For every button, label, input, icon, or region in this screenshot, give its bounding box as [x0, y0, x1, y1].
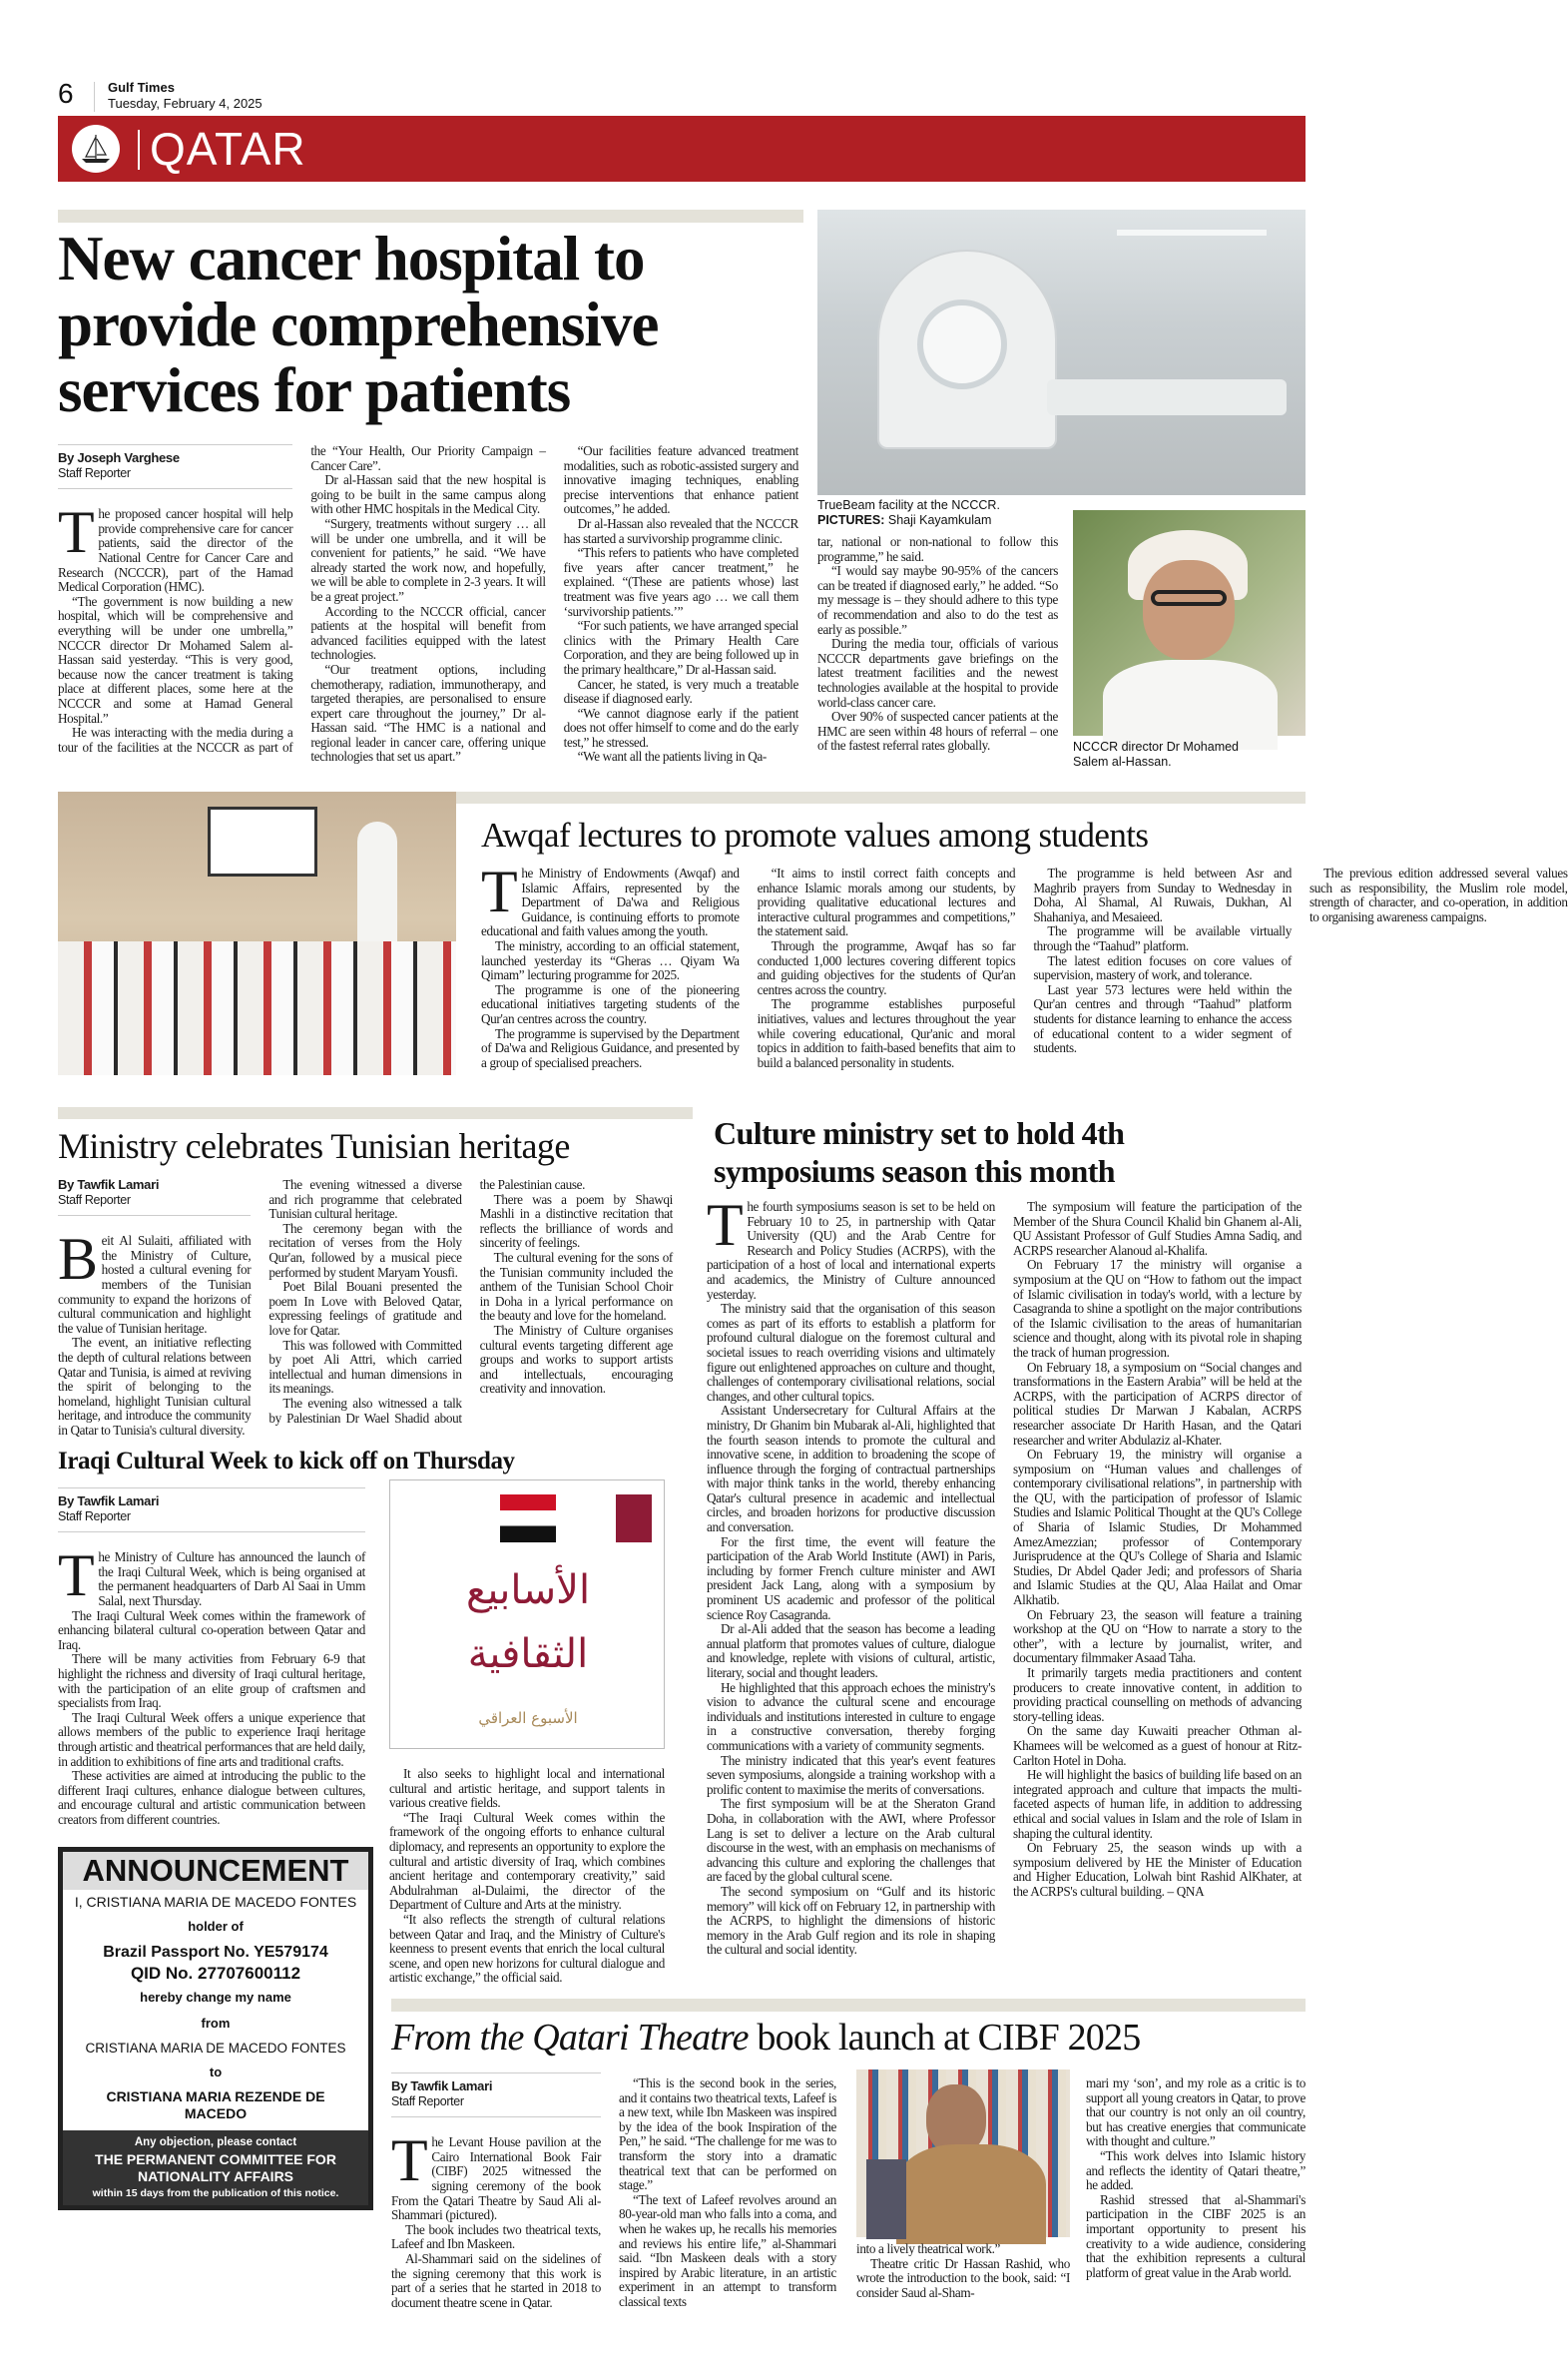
iraqi-body	[58, 1487, 365, 1837]
paragraph: “This work delves into Islamic history and reflects the identity of Qatari theatre,” he added.	[1086, 2147, 1306, 2193]
ad-qid: QID No. 27707600112	[130, 1964, 301, 1983]
paragraph: The programme is one of the pioneering educational initiatives targeting students of the Qur'an centres across the country.	[481, 981, 740, 1026]
cancer-body-continued	[817, 535, 1058, 773]
paragraph: The Iraqi Cultural Week comes within the framework of enhancing bilateral cultural co-operation between Qatar and Iraq.	[58, 1607, 365, 1652]
paragraph: Over 90% of suspected cancer patients at the HMC are seen within 48 hours of referral – one of the fastest referral rates globally.	[817, 709, 1058, 754]
byline	[391, 2072, 601, 2117]
credit-name: Shaji Kayamkulam	[887, 513, 992, 527]
paragraph: The previous edition addressed several values such as responsibility, the Muslim role model, strength of character, and co-operation, in addition to organising awareness campaigns.	[1308, 866, 1568, 924]
paragraph: On the same day Kuwaiti preacher Othman al-Khamees will be welcomed as a guest of honour at Ritz-Carlton Hotel in Doha.	[1013, 1723, 1302, 1768]
paragraph: He highlighted that this approach echoes the ministry's vision to advance the cultural scene and encourage individuals and institutions interested in culture to engage in a constructive conversation, thereby forging communications with a variety of community segments.	[707, 1679, 995, 1753]
ad-title: ANNOUNCEMENT	[63, 1852, 368, 1890]
paragraph: On February 18, a symposium on “Social changes and transformations in the Eastern Arabia” will be held at the ACRPS, with the participation of ACRPS director of political studies Dr Marwan J Kabalan, ACRPS researcher associate Dr Harith Hasan, and the Qatari researcher and writer Abdulaziz al-Khater.	[1013, 1359, 1302, 1448]
paper-name: Gulf Times	[108, 80, 175, 95]
byline	[58, 444, 292, 489]
paragraph: Beit Al Sulaiti, affiliated with the Ministry of Culture, hosted a cultural evening for members of the Tunisian community to expand the horizons of cultural communication and highlight the value of Tunisian heritage.	[58, 1226, 252, 1336]
paragraph: The ministry indicated that this year's event features seven symposiums, alongside a training workshop with a prolific content to maximise the merits of conversations.	[707, 1752, 995, 1797]
section-rule	[58, 1107, 693, 1119]
paragraph: The Ministry of Culture has announced the launch of the Iraqi Cultural Week, which is being organised at the permanent headquarters of Darb Al Saai in Umm Salal, next Thursday.	[58, 1542, 365, 1609]
paragraph: The Iraqi Cultural Week offers a unique experience that allows members of the public to experience Iraqi heritage through artistic and theatrical performances that are held daily, in addition to exhibitions of fine arts and traditional crafts.	[58, 1709, 365, 1769]
paragraph: tar, national or non-national to follow this programme,” he said.	[817, 534, 1058, 564]
headline-line: Culture ministry set to hold 4th	[714, 1115, 1125, 1151]
paragraph: The Levant House pavilion at the Cairo International Book Fair (CIBF) 2025 witnessed the signing ceremony of the book From the Qatari Theatre by Saud Ali al-Shammari (pictured).	[391, 2127, 601, 2223]
paragraph: The cultural evening for the sons of the Tunisian community included the anthem of the Tunisian School Choir in Doha in a lyrical performance on the beauty and love for the homeland.	[479, 1249, 673, 1324]
ad-line: holder of	[188, 1919, 244, 1934]
paragraph: The programme will be available virtually through the “Taahud” platform.	[1033, 923, 1292, 953]
ad-new-name: CRISTIANA MARIA REZENDE DE MACEDO	[106, 2088, 325, 2121]
author-role: Staff Reporter	[58, 1192, 131, 1207]
author: By Tawfik Lamari	[58, 1177, 160, 1192]
masthead-divider	[94, 82, 95, 112]
paragraph: “Surgery, treatments without surgery … all will be under one umbrella, and it will be convenient for patients,” he said. “We have already started the work now, and hopefully, we will be able to complete in 2-3 years. It will be a great project.”	[310, 515, 546, 604]
issue-date: Tuesday, February 4, 2025	[108, 96, 262, 111]
paragraph: “The government is now building a new hospital, which will be comprehensive and everything will be under one umbrella,” NCCCR director Dr Mohamed Salem al-Hassan said yesterday. “This is very good, because now the cancer treatment is taking place at different places, some here at the NCCCR and some at Hamad General Hospital.”	[58, 593, 293, 726]
credit-label: PICTURES:	[817, 513, 885, 527]
paragraph: On February 25, the season winds up with a symposium delivered by HE the Minister of Education and Higher Education, Lolwah bint Rashid AlKhater, at the ACRPS's cultural building. – QNA	[1013, 1840, 1302, 1899]
paragraph: “This refers to patients who have completed five years after cancer treatment,” he explained. “(These are patients whose) last treatment was five years ago … we call them ‘survivorship patients.’”	[563, 545, 798, 619]
iraqi-headline: Iraqi Cultural Week to kick off on Thursday	[58, 1448, 515, 1475]
paragraph: It primarily targets media practitioners and content producers to create innovative content, in addition to providing practical counselling on methods of advancing story-telling ideas.	[1013, 1665, 1302, 1724]
tunisian-headline: Ministry celebrates Tunisian heritage	[58, 1126, 570, 1166]
paragraph: mari my ‘son’, and my role as a critic is to support all young creators in Qatar, to prove that our country is not only an oil country, but has creative energies that communicate with thought and culture.”	[1086, 2075, 1306, 2149]
awqaf-lecture-photo	[58, 792, 456, 1075]
headline-line: symposiums season this month	[714, 1153, 1115, 1189]
author-role: Staff Reporter	[391, 2093, 464, 2108]
announcement-ad	[58, 1847, 373, 2210]
paragraph: It also seeks to highlight local and international cultural and artistic heritage, and support talents in various creative fields.	[389, 1766, 665, 1811]
paragraph: During the media tour, officials of various NCCCR departments gave briefings on the latest treatment facilities and the newest technologies available at the hospital to provide world-class cancer care.	[817, 636, 1058, 710]
paragraph: The evening witnessed a diverse and rich programme that celebrated Tunisian cultural heritage.	[268, 1177, 462, 1222]
truebeam-photo	[817, 210, 1306, 495]
paragraph: The ministry said that the organisation of this season comes as part of its efforts to establish a platform for profound cultural dialogue on the foremost cultural and societal issues to reach overriding visions and ultimately figure out enlightened approaches on culture and thought, challenges of contemporary civilisational relations, social changes, and other cultural topics.	[707, 1301, 995, 1404]
culture-body	[707, 1192, 1302, 1977]
portrait-caption: NCCCR director Dr Mohamed Salem al-Hassan.	[1073, 740, 1240, 769]
paragraph: The event, an initiative reflecting the depth of cultural relations between Qatar and Tunisia, is aimed at reviving the spirit of belonging to the homeland, highlight Tunisian cultural heritage, and introduce the community in Qatar to Tunisia's cultural diversity.	[58, 1335, 252, 1438]
iraqi-body-continued	[389, 1766, 665, 1986]
paragraph: For the first time, the event will feature the participation of the Arab World Institute (AWI) in Paris, including by former French culture minister and AWI president Jack Lang, along with a symposium by prominent US academic and professor of the political science Roy Casagranda.	[707, 1533, 995, 1622]
book-title: From the Qatari Theatre	[391, 2017, 749, 2059]
paragraph: There was a poem by Shawqi Mashli in a distinctive recitation that reflects the brilliance of words and sincerity of feelings.	[479, 1191, 673, 1251]
logo-arabic-title: الأسابيع الثقافية	[465, 1567, 591, 1677]
ad-line: to	[209, 2065, 223, 2079]
paragraph: The second symposium on “Gulf and its historic memory” will kick off on February 12, in partnership with the ACRPS, to highlight the dimensions of historic memory in the Arab Gulf region and its role in shaping the cultural and social identity.	[707, 1883, 995, 1958]
ad-line: I, CRISTIANA MARIA DE MACEDO FONTES	[74, 1894, 357, 1910]
paragraph: The first symposium will be at the Sheraton Grand Doha, in collaboration with the AWI, where Professor Lang is set to deliver a lecture on the Arab cultural discourse in the west, with an emphasis on mechanisms of advancing this culture and exploring the challenges that are faced by the global cultural scene.	[707, 1796, 995, 1885]
ad-footer	[63, 2130, 368, 2205]
byline	[58, 1178, 251, 1216]
ad-line: within 15 days from the publication of this notice.	[92, 2187, 339, 2199]
paragraph: He was interacting with the media during a tour of the facilities at the NCCCR as part of the “Your Health, Our Priority Campaign – Cancer Care”.	[58, 443, 546, 755]
logo-arabic-subtitle: الأسبوع العراقي	[478, 1709, 578, 1727]
paragraph: Cancer, he stated, is very much a treatable disease if diagnosed early.	[563, 676, 798, 707]
cibf-headline	[391, 2015, 1140, 2061]
paragraph: He will highlight the basics of building life based on an integrated approach and culture that impacts the multi-faceted aspects of human life, in addition to addressing ethical and social values in Islam and the role of Islam in shaping the cultural identity.	[1013, 1767, 1302, 1841]
paragraph: The symposium will feature the participation of the Member of the Shura Council Khalid bin Ghanem al-Ali, QU Assistant Professor of Gulf Studies Amna Sadiq, and ACRPS researcher Alanoud al-Khalifa.	[1013, 1199, 1302, 1258]
paragraph: The programme is held between Asr and Maghrib prayers from Sunday to Wednesday in Doha, Al Shamal, Al Ruwais, Dukhan, Al Shahaniya, and Mesaieed.	[1033, 866, 1292, 924]
headline-line: provide comprehensive	[58, 290, 659, 359]
paragraph: “It aims to instil correct faith concepts and enhance Islamic morals among our students, by providing qualitative educational lectures and interactive cultural programmes and competitions,” the statement said.	[757, 866, 1016, 939]
cibf-body-3	[856, 2241, 1070, 2300]
ad-old-name: CRISTIANA MARIA DE MACEDO FONTES	[85, 2041, 346, 2056]
ad-committee: THE PERMANENT COMMITTEE FOR NATIONALITY AFFAIRS	[95, 2151, 336, 2184]
cibf-body	[391, 2072, 601, 2310]
paragraph: Through the programme, Awqaf has so far conducted 1,000 lectures covering different topics and guiding objectives for the students of Qur'an centres across the country.	[757, 937, 1016, 997]
section-title: QATAR	[150, 123, 306, 175]
paragraph: into a lively theatrical work.”	[856, 2241, 1001, 2256]
paragraph: Last year 573 lectures were held within the Qur'an centres and through “Taahud” platform students for distance learning to enhance the access of educational content to a wider segment of students.	[1033, 981, 1292, 1056]
ad-line: from	[201, 2016, 231, 2031]
paragraph: The Ministry of Endowments (Awqaf) and Islamic Affairs, represented by the Department of Da'wa and Religious Guidance, is continuing efforts to promote educational and faith values among the youth.	[481, 859, 740, 939]
paragraph: According to the NCCCR official, cancer patients at the hospital will benefit from advanced facilities equipped with the latest technologies.	[310, 603, 546, 663]
paragraph: These activities are aimed at introducing the public to the different Iraqi cultures, enhance dialogue between cultures, and encourage cultural and artistic communication between creators from different countries.	[58, 1768, 365, 1827]
paragraph: Dr al-Hassan also revealed that the NCCCR has started a survivorship programme clinic.	[563, 515, 798, 546]
paragraph: On February 23, the season will feature a training workshop at the QU on “How to narrate a story to the other”, with a lecture by journalist, writer, and documentary filmmaker Asaad Taha.	[1013, 1606, 1302, 1666]
paragraph: “This is the second book in the series, and it contains two theatrical texts, Lafeef is a new text, while Ibn Maskeen was inspired by the idea of the book Inspiration of the Pen,” he said. “The challenge for me was to transform the story into a dramatic theatrical text that can be performed on stage.”	[619, 2075, 836, 2193]
paragraph: Dr al-Ali added that the season has become a leading annual platform that promotes values of culture, dialogue and knowledge, replete with visions of cultural, artistic, literary, social and thought leaders.	[707, 1621, 995, 1680]
paragraph: “We cannot diagnose early if the patient does not offer himself to come and do the early test,” he stressed.	[563, 705, 798, 750]
paragraph: The ceremony began with the recitation of verses from the Holy Qur'an, followed by a musical piece performed by student Maryam Yousfi.	[268, 1220, 462, 1280]
headline-rest: book launch at CIBF 2025	[748, 2017, 1141, 2059]
paragraph: Rashid stressed that al-Shammari's participation in the CIBF 2025 is an important opportunity to present his creativity to a wide audience, considering that the exhibition represents a cultural platform of great value in the Arab world.	[1086, 2191, 1306, 2280]
paragraph: Theatre critic Dr Hassan Rashid, who wrote the introduction to the book, said: “I consider Saud al-Sham-	[856, 2255, 1070, 2300]
paragraph: On February 17 the ministry will organise a symposium at the QU on “How to fathom out the impact of Islamic civilisation in today's world, with a lecture by Casagranda to shine a spotlight on the major contributions of the Islamic civilisation to the areas of humanitarian science and thought, along with its pivotal role in shaping the track of human progression.	[1013, 1257, 1302, 1360]
headline-line: New cancer hospital to	[58, 224, 645, 294]
paragraph: The book includes two theatrical texts, Lafeef and Ibn Maskeen.	[391, 2221, 601, 2252]
paragraph: The Ministry of Culture organises cultural events targeting different age groups and works to support artists and intellectuals, encouraging creativity and innovation.	[479, 1322, 673, 1397]
author-role: Staff Reporter	[58, 1508, 131, 1523]
section-rule	[391, 1999, 1306, 2012]
paragraph: The proposed cancer hospital will help provide comprehensive care for cancer patients, said the director of the National Centre for Cancer Care and Research (NCCCR), part of the Hamad Medical Corporation (HMC).	[58, 499, 293, 595]
paragraph: On February 19, the ministry will organise a symposium on “Human values and challenges of contemporary civilisational relations”, in partnership with the QU, with the participation of professor of Islamic Studies and Islamic Political Thought at the QU's College of Sharia of Islamic Studies, Dr Mohammed AmezAmezzian; professor of Contemporary Jurisprudence at the QU's College of Sharia and Islamic Studies, Dr Abdel Qader Jedi; and professors of Sharia and Islamic Studies at the QU, Alaa Hailat and Omar Alkhatib.	[1013, 1447, 1302, 1608]
caption-text: TrueBeam facility at the NCCCR.	[817, 498, 1000, 512]
ad-passport: Brazil Passport No. YE579174	[103, 1944, 328, 1961]
culture-headline	[714, 1114, 1312, 1190]
awqaf-body	[481, 859, 1568, 1078]
author: By Tawfik Lamari	[391, 2078, 493, 2093]
cancer-body	[58, 444, 798, 774]
iraqi-week-logo	[389, 1479, 665, 1749]
paragraph: Poet Bilal Bouani presented the poem In Love with Beloved Qatar, expressing feelings of gratitude and love for Qatar.	[268, 1279, 462, 1338]
ad-line: Any objection, please contact	[134, 2136, 297, 2148]
cibf-body-2	[619, 2075, 836, 2309]
dhow-logo-icon	[72, 125, 120, 173]
paragraph: The programme is supervised by the Department of Da'wa and Religious Guidance, and presented by a group of specialised preachers.	[481, 1025, 740, 1070]
qatar-flag-icon	[602, 1494, 652, 1542]
section-banner	[58, 116, 1306, 182]
banner-divider	[138, 130, 140, 170]
paragraph: The ministry, according to an official statement, launched yesterday its “Gheras … Qiyam Wa Qimam” lecturing programme for 2025.	[481, 937, 740, 983]
paragraph: “We want all the patients living in Qa-	[577, 749, 767, 765]
paragraph: “The text of Lafeef revolves around an 80-year-old man who falls into a coma, and when he wakes up, he recalls his memories and reviews his entire life,” al-Shammari said. “Ibn Maskeen deals with a story inspired by Arabic literature, in an artistic experiment in an attempt to transform classical texts	[619, 2191, 836, 2309]
ad-line: hereby change my name	[140, 1990, 291, 2005]
paragraph: The evening also witnessed a talk by Palestinian Dr Wael Shadid about the Palestinian cause.	[268, 1177, 586, 1426]
paragraph: “I would say maybe 90-95% of the cancers can be treated if diagnosed early,” he added. “So my message is – they should adhere to this type of recommendation and also to do the test as early as possible.”	[817, 563, 1058, 637]
paragraph: “It also reflects the strength of cultural relations between Qatar and Iraq, and the Ministry of Culture's keenness to present events that enrich the local cultural scene, and open new horizons for cultural dialogue and artistic exchange,” the official said.	[389, 1911, 665, 1986]
paragraph: “For such patients, we have arranged special clinics with the Primary Health Care Corporation, and they are being followed up in the primary healthcare,” Dr al-Hassan said.	[563, 618, 798, 677]
paragraph: The programme establishes purposeful initiatives, values and lectures throughout the year while covering educational, Qur'anic and moral topics in addition to faith-based benefits that aim to build a balanced personality in students.	[757, 996, 1016, 1070]
paragraph: There will be many activities from February 6-9 that highlight the richness and diversity of Iraqi cultural heritage, with the participation of an elite group of craftsmen and specialists from Iraq.	[58, 1651, 365, 1711]
portrait-photo	[1073, 510, 1306, 736]
awqaf-headline: Awqaf lectures to promote values among students	[481, 816, 1149, 855]
paragraph: The fourth symposiums season is set to be held on February 10 to 25, in partnership with Qatar University (QU) and the Arab Centre for Research and Policy Studies (ACRPS), with the participation of a host of local and international experts and academics, the Ministry of Culture announced yesterday.	[707, 1192, 995, 1302]
iraq-flag-icon	[500, 1494, 556, 1542]
author-signing-photo	[856, 2069, 1070, 2237]
paragraph: Assistant Undersecretary for Cultural Affairs at the ministry, Dr Ghanim bin Mubarak al-Ali, highlighted that the fourth season intends to promote the cultural and innovative scene, in addition to broadening the scope of influence through the forging of contractual partnerships with major think tanks in the world, thereby enhancing Qatar's cultural presence in academic and intellectual circles, and broaden horizons for productive discussion and conversation.	[707, 1403, 995, 1535]
paragraph: “The Iraqi Cultural Week comes within the framework of the ongoing efforts to enhance cultural diplomacy, and represents an opportunity to explore the cultural and artistic diversity of Iraq, which combines ancient heritage and contemporary creativity,” said Abdulrahman al-Dulaimi, the director of the Department of Culture and Arts at the ministry.	[389, 1809, 665, 1913]
paragraph: Dr al-Hassan said that the new hospital is going to be built in the same campus along with other HMC hospitals in the Medical City.	[310, 472, 546, 517]
author: By Tawfik Lamari	[58, 1493, 160, 1508]
author-role: Staff Reporter	[58, 465, 131, 480]
headline-line: services for patients	[58, 355, 571, 425]
author: By Joseph Varghese	[58, 450, 180, 465]
paragraph: “Our facilities feature advanced treatment modalities, such as robotic-assisted surgery and innovative imaging techniques, enabling precise interventions that enhance patient outcomes,” he added.	[563, 443, 798, 517]
section-rule	[58, 210, 803, 223]
cancer-headline	[58, 226, 806, 423]
cibf-body-4	[1086, 2076, 1306, 2288]
paragraph: Al-Shammari said on the sidelines of the signing ceremony that this work is part of a series that he started in 2018 to document theatre scene in Qatar.	[391, 2250, 601, 2310]
paragraph: This was followed with Committed by poet Ali Attri, which carried intellectual and human dimensions in its meanings.	[268, 1337, 462, 1397]
paragraph: The latest edition focuses on core values of supervision, mastery of work, and tolerance.	[1033, 952, 1292, 983]
tunisian-body	[58, 1178, 673, 1440]
page-number: 6	[58, 78, 74, 109]
section-rule	[456, 792, 1306, 804]
byline	[58, 1487, 365, 1532]
paragraph: “Our treatment options, including chemotherapy, radiation, immunotherapy, and targeted therapies, are personalised to ensure expert care throughout the journey,” Dr al-Hassan said. “The HMC is a national and regional leader in cancer care, offering unique technologies that set us apart.”	[310, 661, 546, 765]
